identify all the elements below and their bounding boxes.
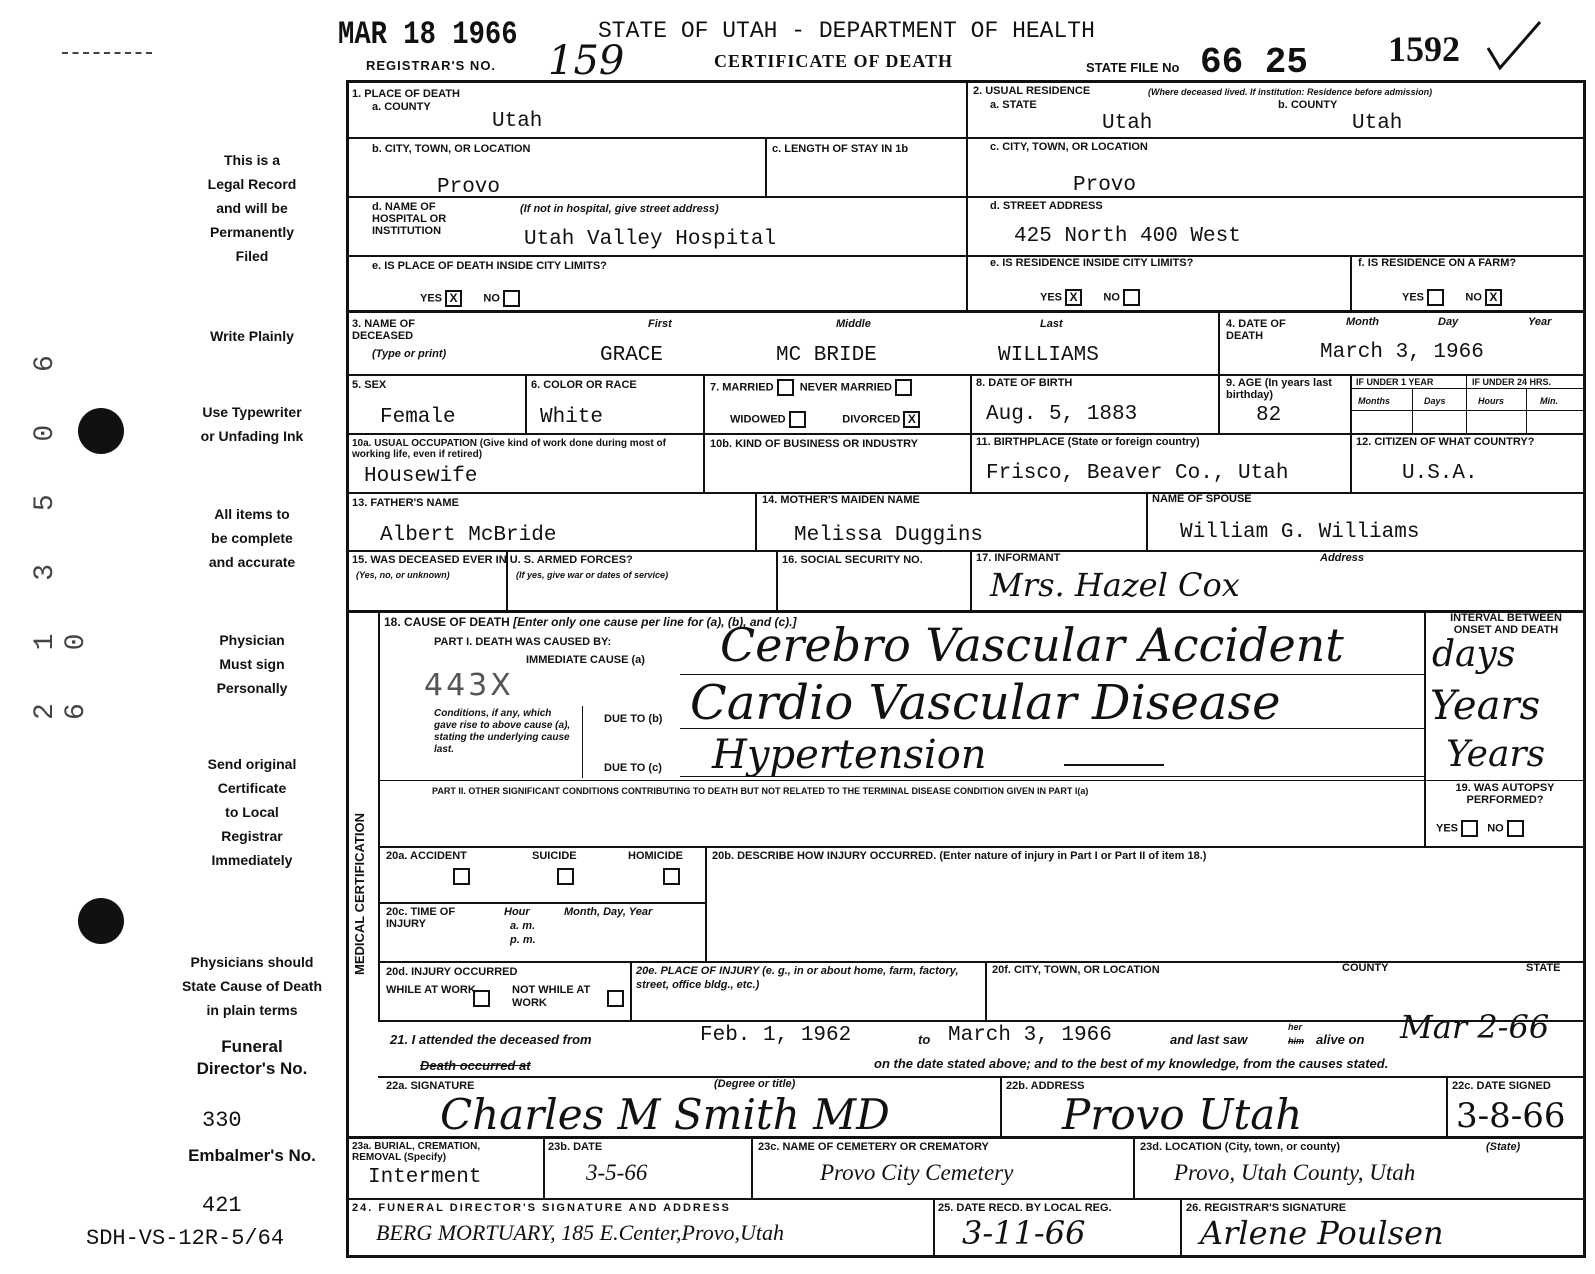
birthplace-label: 11. BIRTHPLACE (State or foreign country) — [976, 436, 1200, 448]
attended-from: Feb. 1, 1962 — [700, 1024, 852, 1047]
cause-a: Cerebro Vascular Accident — [720, 618, 1344, 672]
burial-method-label: 23a. BURIAL, CREMATION, REMOVAL (Specify) — [352, 1141, 481, 1163]
while-work-checkbox: WHILE AT WORK — [386, 984, 476, 996]
farm-checkbox: YES NO X — [1402, 289, 1502, 306]
min-label: Min. — [1540, 396, 1558, 406]
res-inside-city-checkbox: YES X NO — [1040, 289, 1140, 306]
burial-location-label: 23d. LOCATION (City, town, or county) — [1140, 1141, 1341, 1153]
inside-city-label: e. IS PLACE OF DEATH INSIDE CITY LIMITS? — [372, 260, 607, 272]
race-label: 6. COLOR OR RACE — [531, 379, 637, 391]
degree-label: (Degree or title) — [714, 1078, 796, 1090]
interval-label: INTERVAL BETWEEN ONSET AND DEATH — [1450, 612, 1562, 636]
date-of-death: March 3, 1966 — [1320, 341, 1484, 364]
injury-city-label: 20f. CITY, TOWN, OR LOCATION — [992, 964, 1160, 976]
last-saw-label: and last saw — [1170, 1032, 1248, 1047]
name-note: (Type or print) — [372, 348, 447, 360]
part2-label: PART II. OTHER SIGNIFICANT CONDITIONS CONTRIBUTING TO DEATH BUT NOT RELATED TO THE TERMINAL DISEASE CONDITION GIVEN IN PART I(a) — [432, 786, 1089, 796]
date-signed: 3-8-66 — [1456, 1096, 1566, 1136]
place-of-death-label: 1. PLACE OF DEATH — [352, 88, 460, 100]
homicide-label: HOMICIDE — [628, 850, 683, 862]
embalmer-label: Embalmer's No. — [188, 1146, 316, 1165]
marital-status-2: WIDOWED DIVORCED X — [730, 411, 920, 428]
armed-note-1: (Yes, no, or unknown) — [356, 570, 450, 580]
inside-city-checkbox: YES X NO — [420, 290, 520, 307]
date-recd-label: 25. DATE RECD. BY LOCAL REG. — [938, 1202, 1112, 1214]
immediate-cause-label: IMMEDIATE CAUSE (a) — [526, 654, 645, 666]
attended-to: March 3, 1966 — [948, 1024, 1112, 1047]
sex: Female — [380, 406, 456, 429]
alive-date: Mar 2-66 — [1400, 1008, 1550, 1046]
mother-name: Melissa Duggins — [794, 524, 984, 547]
registrar-signature-label: 26. REGISTRAR'S SIGNATURE — [1186, 1202, 1347, 1214]
hospital-name: Utah Valley Hospital — [524, 228, 777, 251]
cause-of-death-label: 18. CAUSE OF DEATH [Enter only one cause per line for (a), (b), and (c).] — [384, 615, 797, 629]
county-label: a. COUNTY — [372, 101, 431, 113]
hour-label: Hour — [504, 906, 530, 918]
citizen-label: 12. CITIZEN OF WHAT COUNTRY? — [1356, 436, 1535, 448]
burial-state-label: (State) — [1486, 1141, 1521, 1153]
funeral-director-label: Funeral Director's No. — [196, 1037, 308, 1078]
middle-label: Middle — [836, 318, 871, 330]
funeral-director-label-box: 24. FUNERAL DIRECTOR'S SIGNATURE AND ADDRESS — [352, 1202, 731, 1214]
cause-b: Cardio Vascular Disease — [690, 675, 1281, 731]
am-label: a. m. — [510, 920, 536, 932]
statement-text: on the date stated above; and to the best of my knowledge, from the causes stated. — [874, 1056, 1389, 1071]
him-label: him — [1288, 1036, 1305, 1046]
injury-county-label: COUNTY — [1342, 962, 1389, 974]
spouse-name: William G. Williams — [1180, 521, 1420, 544]
margin-dash — [62, 52, 152, 54]
armed-note-2: (If yes, give war or dates of service) — [516, 570, 669, 580]
first-name: GRACE — [600, 344, 664, 367]
hospital-label: d. NAME OF HOSPITAL OR INSTITUTION — [372, 201, 447, 237]
under-1-year-label: IF UNDER 1 YEAR — [1356, 377, 1434, 387]
interval-a: days — [1432, 634, 1516, 675]
place-of-injury-label: 20e. PLACE OF INJURY (e. g., in or about home, farm, factory, street, office bldg., etc.) — [636, 965, 959, 991]
father-label: 13. FATHER'S NAME — [352, 497, 459, 509]
file-number: 1592 — [1388, 29, 1460, 69]
send-note: Send original Certificate to Local Registrar Immediately — [207, 756, 297, 868]
name-label: 3. NAME OF DECEASED — [352, 318, 415, 342]
vertical-file-number: 2 1 3 5 0 6 6 0 — [30, 337, 92, 720]
physician-signature: Charles M Smith MD — [440, 1090, 890, 1139]
res-city: Provo — [1073, 174, 1137, 197]
res-state-label: a. STATE — [990, 99, 1037, 111]
age-label: 9. AGE (In years last birthday) — [1226, 377, 1332, 401]
received-stamp: MAR 18 1966 — [338, 16, 518, 53]
part1-label: PART I. DEATH WAS CAUSED BY: — [434, 636, 612, 648]
alive-on-label: alive on — [1316, 1032, 1365, 1047]
injury-occurred-label: 20d. INJURY OCCURRED — [386, 966, 518, 978]
age: 82 — [1256, 404, 1282, 427]
burial-date-label: 23b. DATE — [548, 1141, 603, 1153]
day-label: Day — [1438, 316, 1459, 328]
street-label: d. STREET ADDRESS — [990, 200, 1103, 212]
months-label: Months — [1358, 396, 1390, 406]
informant-name: Mrs. Hazel Cox — [990, 566, 1240, 604]
accident-checkbox[interactable] — [453, 868, 470, 885]
time-of-injury-label: 20c. TIME OF INJURY — [386, 906, 456, 930]
causes-note: Physicians should State Cause of Death in plain terms — [181, 954, 323, 1018]
cause-c-dash — [1064, 764, 1164, 766]
autopsy-label: 19. WAS AUTOPSY PERFORMED? — [1455, 782, 1555, 806]
ink-note: Use Typewriter or Unfading Ink — [200, 404, 304, 444]
attended-label: 21. I attended the deceased from — [390, 1032, 592, 1047]
res-county: Utah — [1352, 112, 1403, 135]
death-city: Provo — [437, 176, 501, 199]
birthplace: Frisco, Beaver Co., Utah — [986, 462, 1289, 485]
registrar-no-label: REGISTRAR'S NO. — [366, 58, 497, 73]
punch-hole — [78, 408, 124, 454]
informant-address-label: Address — [1320, 552, 1365, 564]
residence-label: 2. USUAL RESIDENCE — [973, 85, 1091, 97]
address-label: 22b. ADDRESS — [1006, 1080, 1085, 1092]
informant-label: 17. INFORMANT — [976, 552, 1061, 564]
armed-forces-label: 15. WAS DECEASED EVER IN U. S. ARMED FORCES? — [352, 554, 633, 566]
burial-location: Provo, Utah County, Utah — [1174, 1160, 1416, 1185]
occupation-label: 10a. USUAL OCCUPATION (Give kind of work done during most of working life, even if retired) — [352, 438, 666, 460]
burial-method: Interment — [368, 1166, 482, 1189]
to-label: to — [918, 1032, 931, 1047]
physician-address: Provo Utah — [1062, 1090, 1303, 1139]
checkmark-icon — [1484, 18, 1544, 74]
year-label: Year — [1528, 316, 1552, 328]
registrar-no: 159 — [548, 38, 625, 84]
occupation: Housewife — [364, 465, 478, 488]
while-work-box[interactable] — [473, 990, 490, 1007]
last-label: Last — [1040, 318, 1063, 330]
res-state: Utah — [1102, 112, 1153, 135]
burial-date: 3-5-66 — [586, 1160, 648, 1185]
death-county: Utah — [492, 110, 543, 133]
suicide-checkbox[interactable] — [557, 868, 574, 885]
dob-label: 8. DATE OF BIRTH — [976, 377, 1073, 389]
father-name: Albert McBride — [380, 524, 557, 547]
physician-note: Physician Must sign Personally — [216, 632, 288, 696]
middle-name: MC BRIDE — [776, 344, 877, 367]
state-title: STATE OF UTAH - DEPARTMENT OF HEALTH — [598, 18, 1095, 44]
hospital-note: (If not in hospital, give street address) — [520, 203, 719, 215]
conditions-note: Conditions, if any, which gave rise to above cause (a), stating the underlying cause last. — [434, 708, 571, 755]
citizenship: U.S.A. — [1402, 462, 1478, 485]
first-label: First — [648, 318, 672, 330]
date-of-birth: Aug. 5, 1883 — [986, 403, 1138, 426]
homicide-checkbox[interactable] — [663, 868, 680, 885]
date-signed-label: 22c. DATE SIGNED — [1452, 1080, 1551, 1092]
marital-status: 7. MARRIED NEVER MARRIED — [710, 379, 912, 396]
death-occurred-label: Death occurred at — [420, 1058, 531, 1073]
embalmer-no: 421 — [202, 1193, 242, 1218]
punch-hole — [78, 898, 124, 944]
state-file-number: 66 25 — [1200, 42, 1309, 83]
cemetery-name: Provo City Cemetery — [820, 1160, 1014, 1185]
funeral-director: BERG MORTUARY, 185 E.Center,Provo,Utah — [376, 1220, 784, 1245]
days-label: Days — [1424, 396, 1446, 406]
mdy-label: Month, Day, Year — [564, 906, 653, 918]
legal-note: This is a Legal Record and will be Permanently Filed — [207, 152, 297, 264]
date-received: 3-11-66 — [962, 1214, 1086, 1252]
hours-label: Hours — [1478, 396, 1505, 406]
under-24-hrs-label: IF UNDER 24 HRS. — [1472, 377, 1552, 387]
interval-b: Years — [1430, 683, 1541, 729]
pm-label: p. m. — [510, 934, 536, 946]
race: White — [540, 406, 604, 429]
city-label: b. CITY, TOWN, OR LOCATION — [372, 143, 531, 155]
sex-label: 5. SEX — [352, 379, 387, 391]
month-label: Month — [1346, 316, 1379, 328]
spouse-label: NAME OF SPOUSE — [1152, 493, 1252, 505]
ssn-label: 16. SOCIAL SECURITY NO. — [782, 554, 923, 566]
street-address: 425 North 400 West — [1014, 225, 1241, 248]
medical-cert-label: MEDICAL CERTIFICATION — [352, 812, 367, 975]
cause-c: Hypertension — [712, 732, 987, 778]
res-inside-city-label: e. IS RESIDENCE INSIDE CITY LIMITS? — [990, 257, 1194, 269]
res-county-label: b. COUNTY — [1278, 99, 1338, 111]
icd-code: 443X — [424, 668, 514, 703]
farm-label: f. IS RESIDENCE ON A FARM? — [1358, 257, 1517, 269]
not-work-box[interactable] — [607, 990, 624, 1007]
residence-note: (Where deceased lived. If institution: Residence before admission) — [1148, 87, 1433, 97]
form-code: SDH-VS-12R-5/64 — [86, 1226, 285, 1251]
certificate-title: CERTIFICATE OF DEATH — [714, 51, 954, 71]
date-of-death-label: 4. DATE OF DEATH — [1226, 318, 1286, 342]
last-name: WILLIAMS — [998, 344, 1099, 367]
mother-label: 14. MOTHER'S MAIDEN NAME — [762, 494, 920, 506]
state-file-label: STATE FILE No — [1086, 60, 1180, 75]
write-plainly-note: Write Plainly — [210, 328, 294, 344]
injury-state-label: STATE — [1526, 962, 1561, 974]
autopsy-checkbox: YES NO — [1436, 820, 1524, 837]
complete-note: All items to be complete and accurate — [208, 506, 296, 570]
res-city-label: c. CITY, TOWN, OR LOCATION — [990, 141, 1148, 153]
registrar-signature: Arlene Poulsen — [1200, 1214, 1444, 1252]
describe-injury-label: 20b. DESCRIBE HOW INJURY OCCURRED. (Enter nature of injury in Part I or Part II of item 18.) — [712, 850, 1207, 862]
signature-label: 22a. SIGNATURE — [386, 1080, 475, 1092]
length-of-stay-label: c. LENGTH OF STAY IN 1b — [772, 143, 909, 155]
suicide-label: SUICIDE — [532, 850, 577, 862]
funeral-director-no: 330 — [202, 1108, 242, 1133]
her-label: her — [1288, 1022, 1303, 1032]
due-to-c-label: DUE TO (c) — [604, 762, 662, 774]
interval-c: Years — [1446, 734, 1546, 775]
not-work-label: NOT WHILE AT WORK — [512, 984, 591, 1009]
accident-label: 20a. ACCIDENT — [386, 850, 467, 862]
due-to-b-label: DUE TO (b) — [604, 713, 663, 725]
cemetery-label: 23c. NAME OF CEMETERY OR CREMATORY — [758, 1141, 989, 1153]
business-label: 10b. KIND OF BUSINESS OR INDUSTRY — [710, 438, 919, 450]
